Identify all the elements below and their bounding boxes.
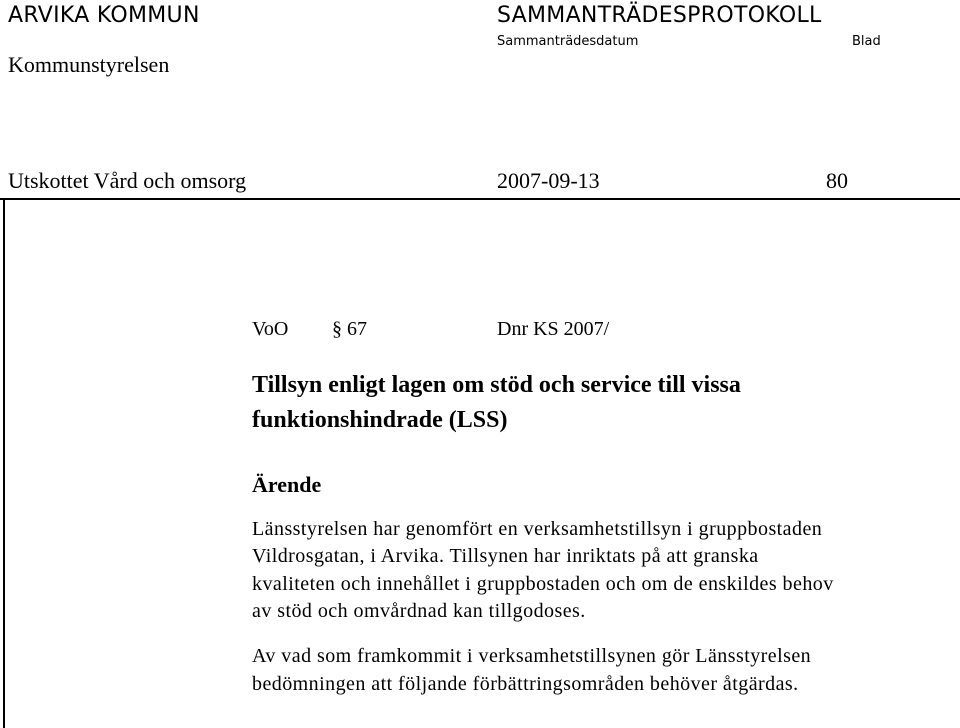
paragraph-1-line-2: Vildrosgatan, i Arvika. Tillsynen har inriktats på att granska [252, 545, 759, 567]
page-number: 80 [826, 168, 848, 193]
municipality-name: ARVIKA KOMMUN [8, 3, 200, 28]
meeting-date: 2007-09-13 [497, 168, 600, 193]
paragraph-2-line-1: Av vad som framkommit i verksamhetstillsynen gör Länsstyrelsen [252, 645, 812, 667]
item-code-label: VoO [252, 318, 289, 340]
board-name: Kommunstyrelsen [8, 52, 170, 77]
item-code [252, 318, 288, 341]
section-mark: § [332, 318, 342, 340]
margin-divider [3, 198, 5, 728]
committee-name: Utskottet Vård och omsorg [8, 168, 247, 193]
page-label: Blad [852, 34, 881, 49]
paragraph-2-line-2: bedömningen att följande förbättringsområden behöver åtgärdas. [252, 673, 799, 695]
item-number-value: 67 [347, 318, 367, 340]
paragraph-1-line-4: av stöd och omvårdnad kan tillgodoses. [252, 600, 586, 622]
header-divider [0, 198, 960, 200]
paragraph-1-line-3: kvaliteten och innehållet i gruppbostaden och om de enskildes behov [252, 573, 834, 595]
protocol-title: SAMMANTRÄDESPROTOKOLL [497, 3, 822, 28]
item-number [332, 318, 367, 341]
meeting-date-label: Sammanträdesdatum [497, 34, 639, 49]
item-title-line-1: Tillsyn enligt lagen om stöd och service till vissa [252, 372, 741, 398]
item-title-line-2: funktionshindrade (LSS) [252, 407, 508, 433]
diary-number: Dnr KS 2007/ [497, 318, 610, 340]
section-heading: Ärende [252, 472, 322, 497]
paragraph-1-line-1: Länsstyrelsen har genomfört en verksamhetstillsyn i gruppbostaden [252, 518, 823, 540]
